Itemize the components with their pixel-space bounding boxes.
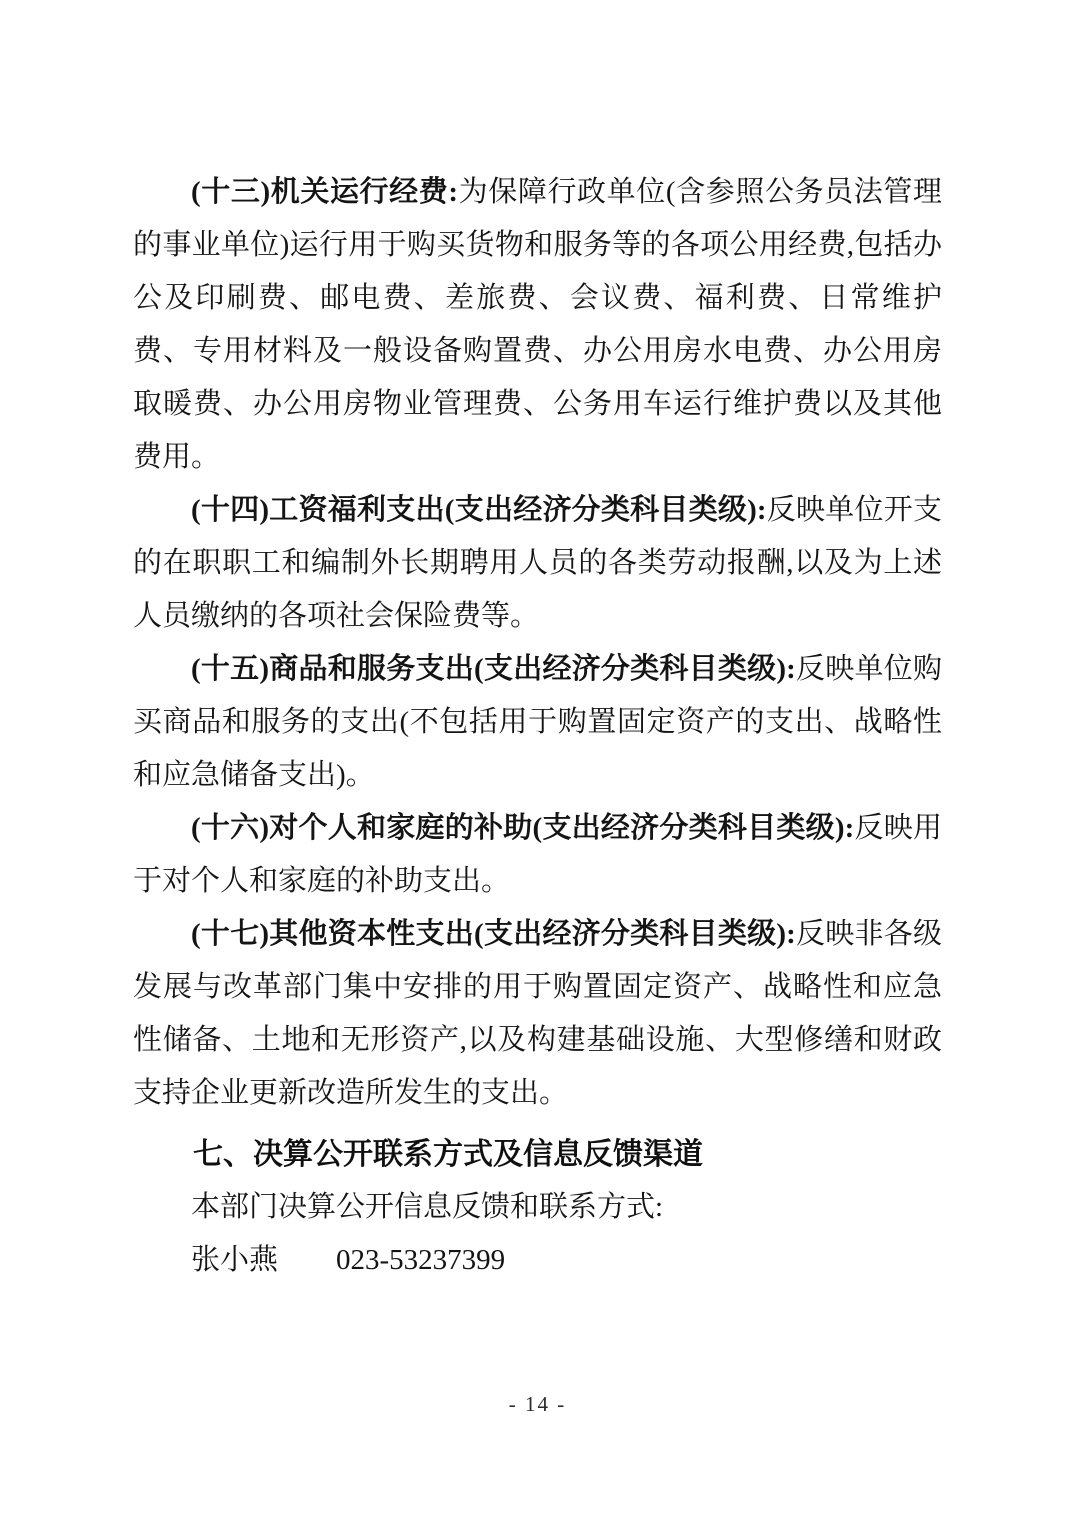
paragraph-13-text: 为保障行政单位(含参照公务员法管理的事业单位)运行用于购买货物和服务等的各项公用经费,包括办公及印刷费、邮电费、差旅费、会议费、福利费、日常维护费、专用材料及一般设备购置费、办公用房水电费、办公用房取暖费、办公用房物业管理费、公务用车运行维护费以及其他费用。 [133, 176, 942, 473]
paragraph-13-lead: (十三)机关运行经费: [191, 176, 459, 208]
paragraph-14-text: 反映单位开支的在职职工和编制外长期聘用人员的各类劳动报酬,以及为上述人员缴纳的各项社会保险费等。 [133, 494, 942, 632]
page-number: - 14 - [508, 1392, 567, 1416]
paragraph-15-text: 反映单位购买商品和服务的支出(不包括用于购置固定资产的支出、战略性和应急储备支出)。 [133, 653, 942, 791]
paragraph-14-lead: (十四)工资福利支出(支出经济分类科目类级): [191, 494, 767, 526]
document-body [133, 166, 942, 1287]
contact-name: 张小燕 [191, 1244, 279, 1276]
contact-phone: 023-53237399 [336, 1244, 506, 1276]
contact-intro: 本部门决算公开信息反馈和联系方式: [191, 1191, 664, 1223]
paragraph-16-lead: (十六)对个人和家庭的补助(支出经济分类科目类级): [191, 812, 855, 844]
paragraph-17-text: 反映非各级发展与改革部门集中安排的用于购置固定资产、战略性和应急性储备、土地和无形资产,以及构建基础设施、大型修缮和财政支持企业更新改造所发生的支出。 [133, 918, 942, 1109]
paragraph-15-lead: (十五)商品和服务支出(支出经济分类科目类级): [191, 653, 796, 685]
paragraph-item-14 [133, 484, 942, 643]
paragraph-item-17 [133, 908, 942, 1120]
paragraph-item-15 [133, 643, 942, 802]
section-heading-7: 七、决算公开联系方式及信息反馈渠道 [193, 1138, 703, 1171]
paragraph-item-13 [133, 166, 942, 484]
paragraph-16-text: 反映用于对个人和家庭的补助支出。 [133, 812, 942, 897]
contact-line [133, 1234, 942, 1287]
paragraph-17-lead: (十七)其他资本性支出(支出经济分类科目类级): [191, 918, 796, 950]
paragraph-item-16 [133, 802, 942, 908]
